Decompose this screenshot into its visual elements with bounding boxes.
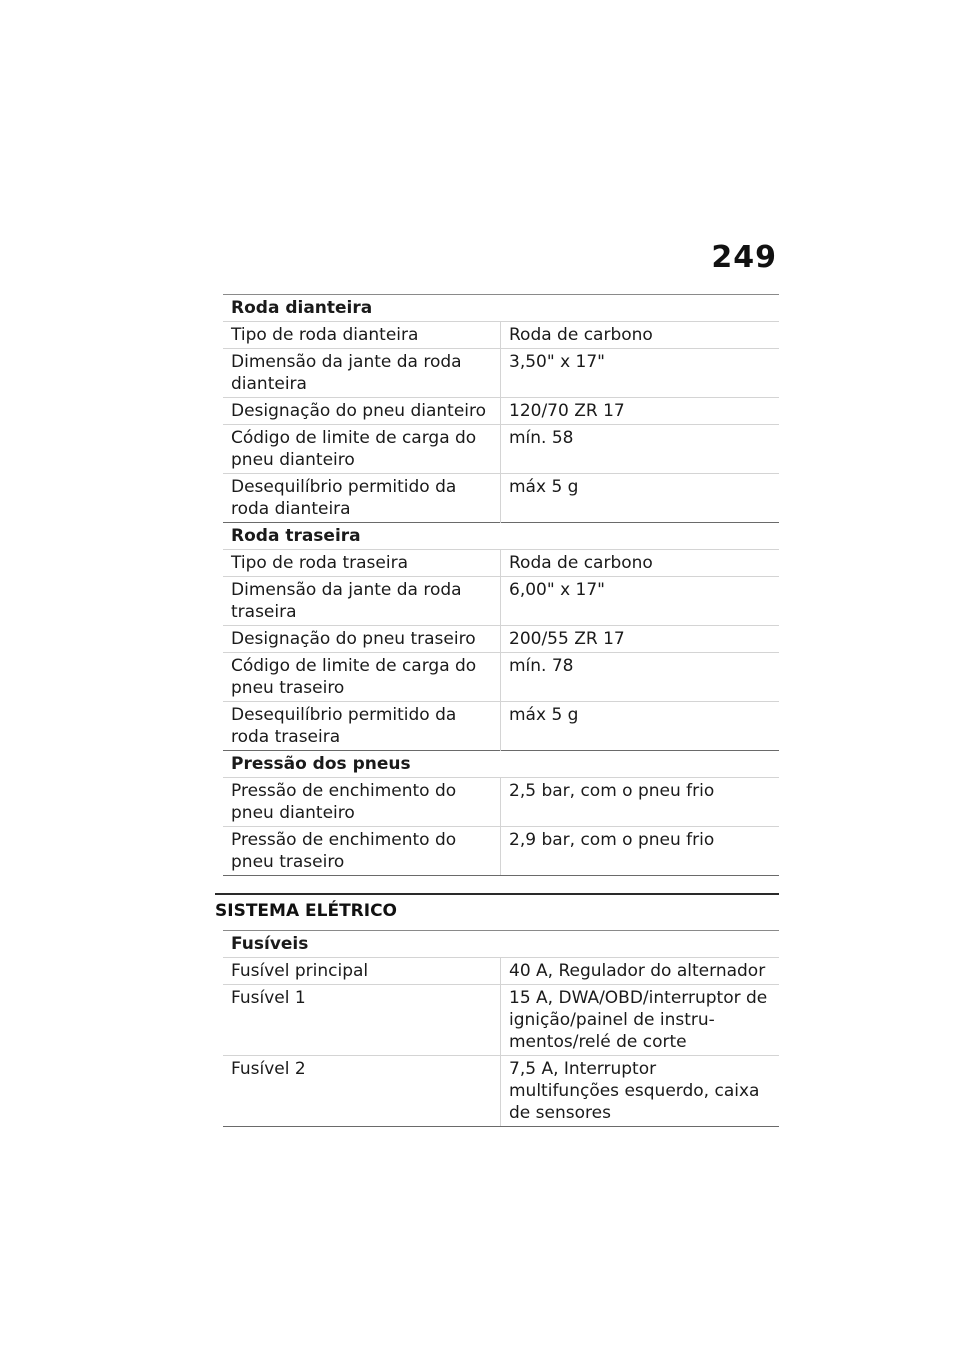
row-label: Dimensão da jante da roda dianteira [223, 349, 501, 398]
table-row [223, 425, 779, 474]
row-value: 3,50" x 17" [501, 349, 780, 398]
row-value: 15 A, DWA/OBD/interruptor de ignição/painel de instru-mentos/relé de corte [501, 985, 780, 1056]
row-value: Roda de carbono [501, 322, 780, 349]
table-row [223, 577, 779, 626]
row-value: 2,5 bar, com o pneu frio [501, 778, 780, 827]
row-label: Desequilíbrio permitido da roda traseira [223, 702, 501, 751]
table-row [223, 958, 779, 985]
section-front-wheel [223, 295, 779, 322]
row-label: Fusível 2 [223, 1056, 501, 1127]
row-value: mín. 58 [501, 425, 780, 474]
chapter-title: SISTEMA ELÉTRICO [215, 893, 779, 930]
row-value: 2,9 bar, com o pneu frio [501, 827, 780, 876]
row-label: Desequilíbrio permitido da roda dianteira [223, 474, 501, 523]
row-label: Designação do pneu traseiro [223, 626, 501, 653]
row-label: Pressão de enchimento do pneu dianteiro [223, 778, 501, 827]
table-row [223, 778, 779, 827]
row-label: Fusível principal [223, 958, 501, 985]
row-value: 200/55 ZR 17 [501, 626, 780, 653]
section-rear-wheel [223, 523, 779, 550]
table-row [223, 1056, 779, 1127]
row-value: 6,00" x 17" [501, 577, 780, 626]
table-row [223, 626, 779, 653]
row-value: máx 5 g [501, 474, 780, 523]
table-row [223, 349, 779, 398]
table-row [223, 398, 779, 425]
row-value: 7,5 A, Interruptor multifunções esquerdo, caixa de sensores [501, 1056, 780, 1127]
table-row [223, 653, 779, 702]
section-heading: Roda dianteira [223, 295, 779, 322]
row-label: Pressão de enchimento do pneu traseiro [223, 827, 501, 876]
fuses-table [223, 930, 779, 1127]
spec-content [215, 294, 779, 1127]
row-label: Código de limite de carga do pneu dianteiro [223, 425, 501, 474]
row-label: Designação do pneu dianteiro [223, 398, 501, 425]
row-label: Dimensão da jante da roda traseira [223, 577, 501, 626]
table-row [223, 827, 779, 876]
row-label: Código de limite de carga do pneu traseiro [223, 653, 501, 702]
table-row [223, 702, 779, 751]
row-label: Fusível 1 [223, 985, 501, 1056]
wheels-tires-table [223, 294, 779, 876]
row-value: máx 5 g [501, 702, 780, 751]
table-row [223, 322, 779, 349]
page-number: 249 [711, 240, 777, 275]
section-tire-pressure [223, 751, 779, 778]
section-fuses [223, 931, 779, 958]
row-value: mín. 78 [501, 653, 780, 702]
row-label: Tipo de roda dianteira [223, 322, 501, 349]
section-heading: Fusíveis [223, 931, 779, 958]
row-value: Roda de carbono [501, 550, 780, 577]
table-row [223, 985, 779, 1056]
row-value: 120/70 ZR 17 [501, 398, 780, 425]
table-row [223, 550, 779, 577]
row-value: 40 A, Regulador do alternador [501, 958, 780, 985]
section-heading: Roda traseira [223, 523, 779, 550]
section-heading: Pressão dos pneus [223, 751, 779, 778]
table-row [223, 474, 779, 523]
fuses-block [223, 930, 779, 1127]
row-label: Tipo de roda traseira [223, 550, 501, 577]
